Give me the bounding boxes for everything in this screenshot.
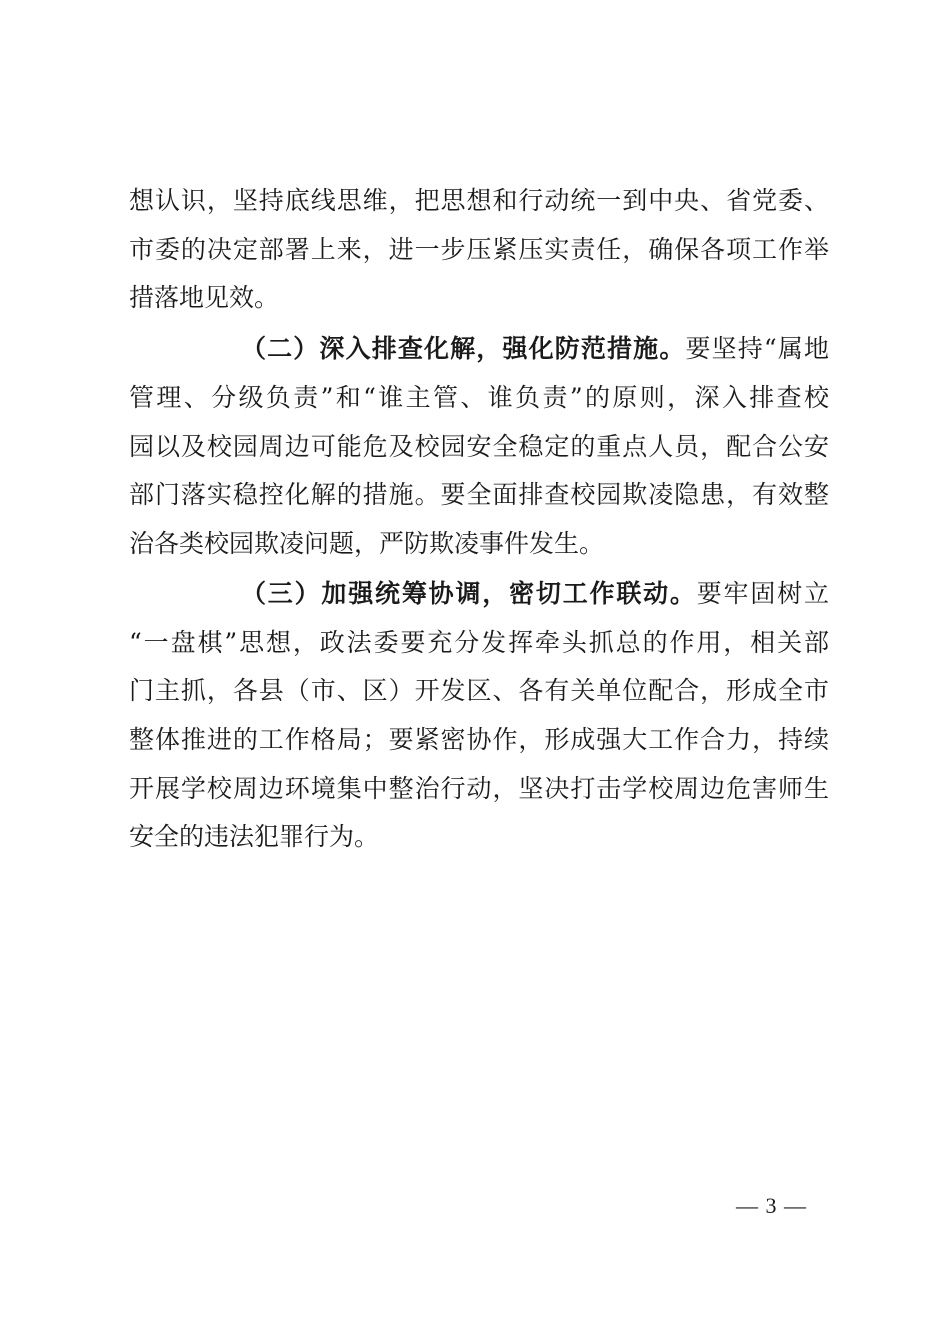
- paragraph-3-line-5: 开展学校周边环境集中整治行动，坚决打击学校周边危害师生: [129, 774, 829, 803]
- paragraph-2-line-2: 管理、分级负责”和“谁主管、谁负责”的原则，深入排查校: [129, 383, 829, 412]
- paragraph-2-line-4: 部门落实稳控化解的措施。要全面排查校园欺凌隐患，有效整: [129, 480, 829, 509]
- paragraph-1-line-1: 想认识，坚持底线思维，把思想和行动统一到中央、省党委、: [129, 186, 829, 215]
- paragraph-2-line-5: 治各类校园欺凌问题，严防欺凌事件发生。: [129, 529, 605, 558]
- paragraph-2-line-3: 园以及校园周边可能危及校园安全稳定的重点人员，配合公安: [129, 432, 829, 461]
- paragraph-1-line-2: 市委的决定部署上来，进一步压紧压实责任，确保各项工作举: [129, 235, 829, 264]
- paragraph-3-first-line-rest: 要牢固树立: [696, 579, 829, 608]
- paragraph-3-line-2: “一盘棋”思想，政法委要充分发挥牵头抓总的作用，相关部: [129, 628, 829, 657]
- paragraph-3-line-6: 安全的违法犯罪行为。: [129, 822, 380, 851]
- paragraph-1-line-3: 措落地见效。: [129, 283, 280, 312]
- paragraph-3-line-4: 整体推进的工作格局；要紧密协作，形成强大工作合力，持续: [129, 725, 829, 754]
- paragraph-3-first-line: [241, 579, 829, 609]
- paragraph-2-first-line-rest: 要坚持“属地: [685, 334, 829, 363]
- paragraph-3-line-3: 门主抓，各县（市、区）开发区、各有关单位配合，形成全市: [129, 676, 829, 705]
- paragraph-2-first-line: [241, 334, 829, 364]
- paragraph-3-heading: （三）加强统筹协调，密切工作联动。: [241, 579, 697, 608]
- page-number: — 3 —: [736, 1193, 807, 1218]
- paragraph-2-heading: （二）深入排查化解，强化防范措施。: [241, 334, 686, 363]
